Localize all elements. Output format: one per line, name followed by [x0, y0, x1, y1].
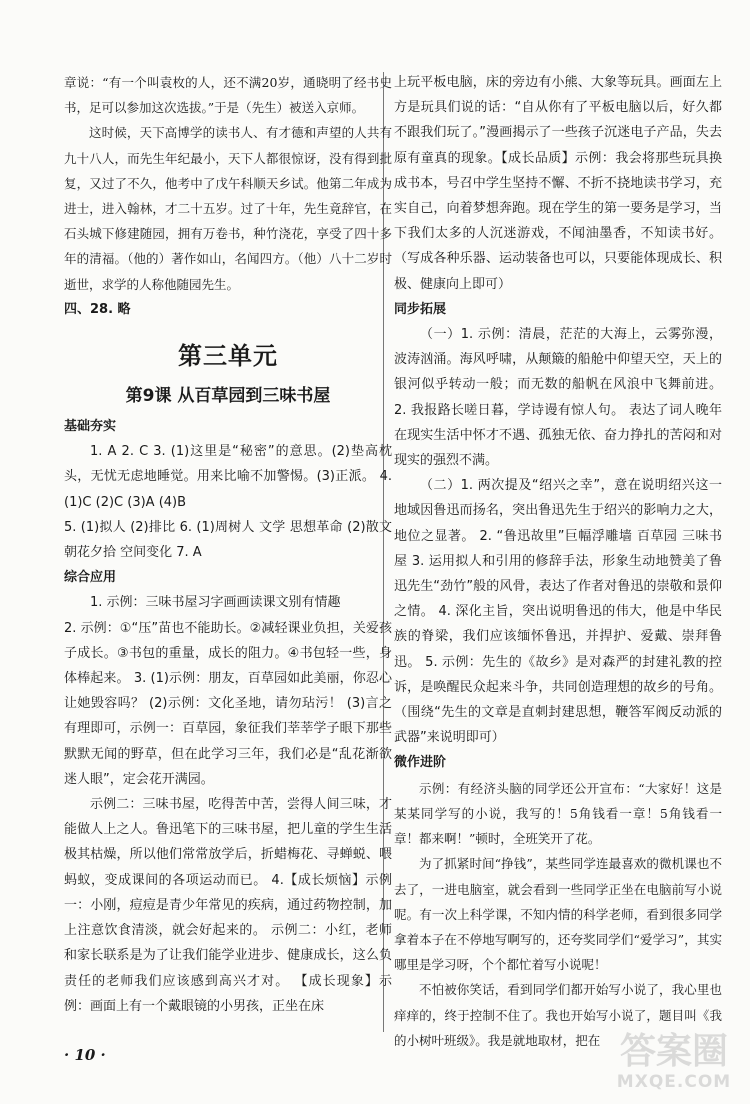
answer-paragraph: 5. (1)拟人 (2)排比 6. (1)周树人 文学 思想革命 (2)散文 朝花夕拾 空间变化 7. A	[64, 519, 392, 561]
right-column	[394, 70, 722, 1053]
answer-paragraph: （一）1. 示例：清晨，茫茫的大海上，云雾弥漫，波涛汹涌。海风呼啸，从颠簸的船舱中仰望天空，天上的银河似乎转动一般；而无数的船帆在风浪中飞舞前进。 2. 我报路长嗟日暮，学诗谩有惊人句。 表达了词人晚年在现实生活中怀才不遇、孤独无依、奋力挣扎的苦闷和对现实的强烈不满。	[394, 327, 722, 469]
watermark-url: MXQE.COM	[616, 1072, 732, 1092]
section-heading: 同步拓展	[394, 301, 447, 317]
essay-paragraph: 为了抓紧时间“挣钱”，某些同学连最喜欢的微机课也不去了，一进电脑室，就会看到一些同学正坐在电脑前写小说呢。有一次上科学课，不知内情的科学老师，看到很多同学拿着本子在不停地写啊写的，还夸奖同学们“爱学习”，其实哪里是学习呀，个个都忙着写小说呢！	[394, 856, 722, 973]
left-column	[64, 70, 392, 1019]
answer-paragraph: 1. A 2. C 3. (1)这里是“秘密”的意思。(2)垫高枕头，无忧无虑地睡觉。用来比喻不加警惕。(3)正派。 4. (1)C (2)C (3)A (4)B	[64, 444, 392, 510]
page-number: · 10 ·	[64, 1046, 106, 1064]
lesson-title: 第9课 从百草园到三味书屋	[125, 386, 331, 407]
answer-paragraph: （二）1. 两次提及“绍兴之幸”，意在说明绍兴这一地域因鲁迅而扬名，突出鲁迅先生于绍兴的影响力之大，地位之显著。 2. “鲁迅故里”巨幅浮雕墙 百草园 三味书屋 3. 运用拟人和引用的修辞手法，形象生动地赞美了鲁迅先生“劲竹”般的风骨，表达了作者对鲁迅的崇敬和景仰之情。 4. 深化主旨，突出说明鲁迅的伟大，他是中华民族的脊梁，我们应该缅怀鲁迅，并捍护、爱戴、崇拜鲁迅。 5. 示例：先生的《故乡》是对森严的封建礼教的控诉，是唤醒民众起来斗争，共同创造理想的故乡的号角。（围绕“先生的文章是直刺封建思想，鞭答军阀反动派的武器”来说明即可）	[394, 478, 722, 746]
text-paragraph: 章说：“有一个叫袁枚的人，还不满20岁，通晓明了经书史书，足可以参加这次选拔。”于是（先生）被送入京师。	[64, 75, 392, 116]
watermark-logo	[604, 1032, 744, 1100]
answer-paragraph: 示例二：三味书屋，吃得苦中苦，尝得人间三味，才能做人上之人。鲁迅笔下的三味书屋，把儿童的学生生活极其枯燥，所以他们常常放学后，折蜡梅花、寻蝉蜕、喂蚂蚁，变成课间的各项运动而已。 4.【成长烦恼】示例一：小刚，痘痘是青少年常见的疾病，通过药物控制，加上注意饮食清淡，就会好起来的。 示例二：小红，老师和家长联系是为了让我们能学业进步、健康成长，这么负责任的老师我们应该感到高兴才对。 【成长现象】示例：画面上有一个戴眼镜的小男孩，正坐在床	[64, 797, 392, 1014]
essay-paragraph: 不怕被你笑话，看到同学们都开始写小说了，我心里也痒痒的，终于控制不住了。我也开始写小说了，题目叫《我的小树叶班级》。我是就地取材，把在	[394, 982, 722, 1048]
section-heading: 微作进阶	[394, 755, 447, 771]
answer-paragraph: 上玩平板电脑，床的旁边有小熊、大象等玩具。画面左上方是玩具们说的话：“自从你有了平板电脑以后，好久都不跟我们玩了。”漫画揭示了一些孩子沉迷电子产品，失去原有童真的现象。【成长品质】示例：我会将那些玩具换成书本，号召中学生坚持不懈、不折不挠地读书学习，充实自己，向着梦想奔跑。现在学生的第一要务是学习，当下我们太多的人沉迷游戏，不闻油墨香，不知读书好。（写成各种乐器、运动装备也可以，只要能体现成长、积极、健康向上即可）	[394, 75, 722, 292]
unit-title: 第三单元	[178, 342, 278, 371]
watermark-text: 答案圈	[619, 1031, 728, 1072]
section-heading: 综合应用	[64, 570, 117, 586]
section-heading: 基础夯实	[64, 419, 117, 435]
text-paragraph: 这时候，天下高博学的读书人、有才德和声望的人共有九十八人，而先生年纪最小，天下人都很惊讶，没有得到批复，又过了不久，他考中了戊午科顺天乡试。他第二年成为进士，进入翰林，才二十五岁。过了十年，先生竟辞官，在石头城下修建随园，拥有万卷书，种竹浇花，享受了四十多年的清福。（他的）著作如山，名闻四方。（他）八十二岁时逝世，求学的人称他随园先生。	[64, 125, 392, 292]
answer-paragraph: 1. 示例：三味书屋习字画画读课文别有情趣	[90, 595, 341, 611]
section-item: 四、28. 略	[64, 301, 131, 317]
essay-paragraph: 示例：有经济头脑的同学还公开宣布：“大家好！这是某某同学写的小说，我写的！5角钱看一章！5角钱看一章！都来啊！”顿时，全班笑开了花。	[394, 780, 722, 847]
answer-paragraph: 2. 示例：①“压”苗也不能助长。②减轻课业负担，关爱孩子成长。③书包的重量，成长的阻力。④书包轻一些，身体棒起来。 3. (1)示例：朋友，百草园如此美丽，你忍心让她毁容吗？ (2)示例：文化圣地，请勿玷污！ (3)言之有理即可，示例一：百草园，象征我们莘莘学子眼下那些默默无闻的野草，但在此学习三年，我们必是“乱花渐欲迷人眼”，定会花开满园。	[64, 620, 392, 787]
